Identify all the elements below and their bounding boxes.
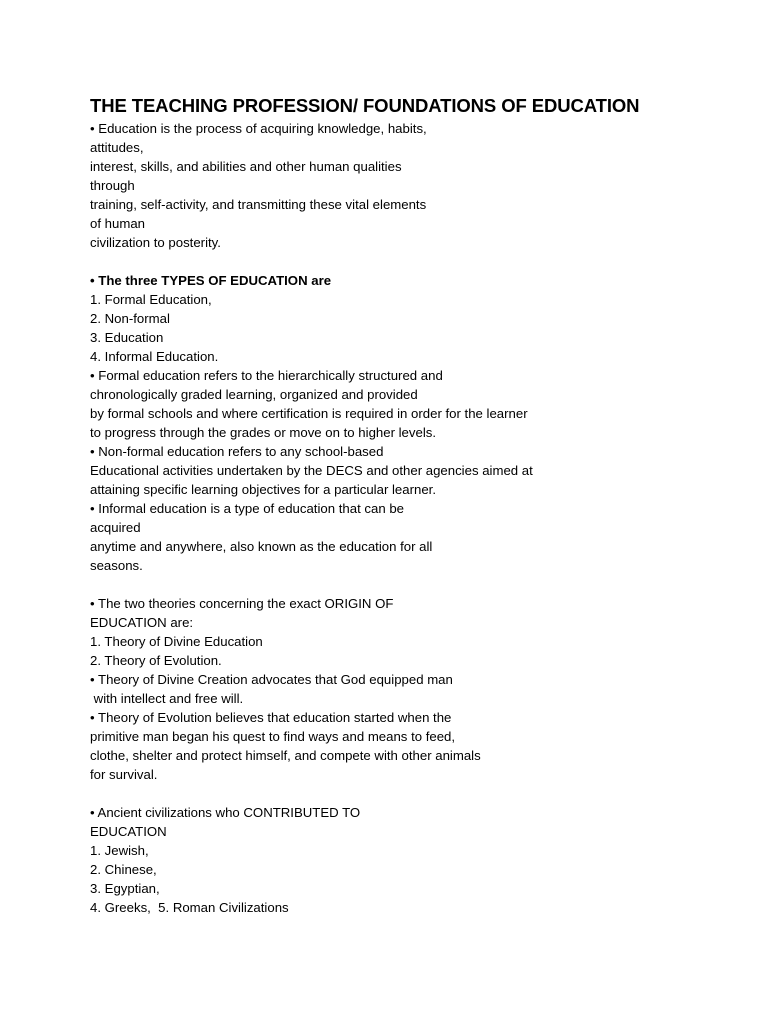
text-line: 4. Informal Education. bbox=[90, 349, 219, 364]
text-line: • The three TYPES OF EDUCATION are bbox=[90, 273, 332, 288]
text-line: acquired bbox=[90, 520, 141, 535]
text-line: EDUCATION bbox=[90, 824, 167, 839]
text-line: interest, skills, and abilities and other human qualities bbox=[90, 159, 402, 174]
text-line: 4. Greeks, 5. Roman Civilizations bbox=[90, 900, 289, 915]
text-line: seasons. bbox=[90, 558, 143, 573]
text-line: to progress through the grades or move on to higher levels. bbox=[90, 425, 437, 440]
text-line: anytime and anywhere, also known as the education for all bbox=[90, 539, 433, 554]
text-line: attaining specific learning objectives for a particular learner. bbox=[90, 482, 436, 497]
text-line: • Education is the process of acquiring knowledge, habits, bbox=[90, 121, 427, 136]
text-line: Educational activities undertaken by the DECS and other agencies aimed at bbox=[90, 463, 533, 478]
text-line: • Ancient civilizations who CONTRIBUTED TO bbox=[90, 805, 361, 820]
text-line: • Theory of Divine Creation advocates that God equipped man bbox=[90, 672, 453, 687]
text-line: primitive man began his quest to find ways and means to feed, bbox=[90, 729, 456, 744]
text-line: • Formal education refers to the hierarchically structured and bbox=[90, 368, 443, 383]
text-line: by formal schools and where certification is required in order for the learner bbox=[90, 406, 528, 421]
blank-line bbox=[90, 784, 730, 803]
text-line: • Informal education is a type of education that can be bbox=[90, 501, 404, 516]
text-line: 3. Education bbox=[90, 330, 164, 345]
text-line: 3. Egyptian, bbox=[90, 881, 160, 896]
text-line: with intellect and free will. bbox=[90, 691, 244, 706]
text-line: attitudes, bbox=[90, 140, 144, 155]
text-line: 1. Theory of Divine Education bbox=[90, 634, 263, 649]
text-line: training, self-activity, and transmitting these vital elements bbox=[90, 197, 427, 212]
text-line: 2. Chinese, bbox=[90, 862, 157, 877]
text-line: of human bbox=[90, 216, 145, 231]
text-line: 1. Formal Education, bbox=[90, 292, 212, 307]
text-line: 2. Theory of Evolution. bbox=[90, 653, 222, 668]
text-line: civilization to posterity. bbox=[90, 235, 221, 250]
text-line: • Theory of Evolution believes that education started when the bbox=[90, 710, 452, 725]
text-line: for survival. bbox=[90, 767, 158, 782]
text-line: • The two theories concerning the exact ORIGIN OF bbox=[90, 596, 394, 611]
text-line: • Non-formal education refers to any school-based bbox=[90, 444, 384, 459]
blank-line bbox=[90, 575, 730, 594]
text-line: 2. Non-formal bbox=[90, 311, 170, 326]
blank-line bbox=[90, 252, 730, 271]
document-title: THE TEACHING PROFESSION/ FOUNDATIONS OF EDUCATION bbox=[90, 95, 640, 116]
text-line: chronologically graded learning, organized and provided bbox=[90, 387, 418, 402]
text-line: through bbox=[90, 178, 135, 193]
text-line: EDUCATION are: bbox=[90, 615, 194, 630]
document-body bbox=[90, 119, 730, 917]
text-line: clothe, shelter and protect himself, and compete with other animals bbox=[90, 748, 481, 763]
text-line: 1. Jewish, bbox=[90, 843, 149, 858]
